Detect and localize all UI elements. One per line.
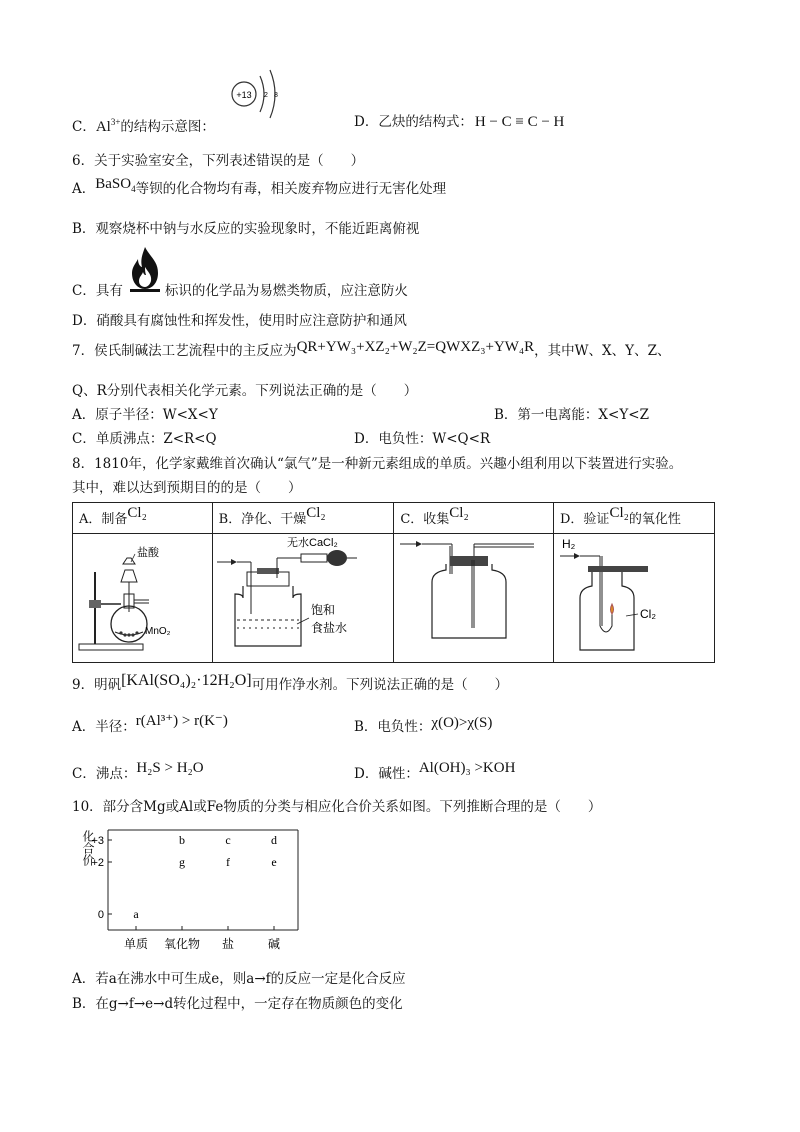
al-ion-symbol: $Al^{3+}$	[95, 117, 121, 135]
q6-option-d: D．硝酸具有腐蚀性和挥发性，使用时应注意防护和通风	[72, 313, 407, 329]
x-tick-label: 氧化物	[163, 937, 201, 951]
q8-cell-a	[73, 534, 213, 663]
q9-option-a: A．半径：r(Al³⁺) > r(K⁻)	[72, 713, 228, 735]
y-tick-label: +2	[91, 857, 104, 869]
atom-shell1-label: 2	[264, 92, 268, 99]
q9-stem: 9．明矾[KAl(SO₄)₂·12H₂O]可用作净水剂。下列说法正确的是（ ）	[72, 672, 509, 693]
q9-option-c: C．沸点：H₂S > H₂O	[72, 760, 204, 782]
q7-option-c: C．单质沸点：Z<R<Q	[72, 431, 217, 447]
hydrochloric-acid-label: 盐酸	[137, 547, 159, 559]
baso4-formula: BaSO$_4$	[95, 176, 136, 194]
cl2-inside-label: Cl₂	[640, 607, 656, 621]
alum-formula: [KAl(SO₄)₂·12H₂O]	[121, 672, 252, 689]
q9-option-d: D．碱性：Al(OH)₃ >KOH	[354, 760, 516, 782]
chart-point-b: b	[179, 833, 185, 847]
q8-header-d: D．验证Cl₂的氧化性	[554, 503, 715, 534]
q8-cell-d	[554, 534, 715, 663]
q5-option-c: C．$Al^{3+}$的结构示意图：	[72, 117, 215, 135]
purify-dry-apparatus	[213, 534, 389, 658]
valence-category-chart	[74, 826, 314, 954]
q6-option-c: C．具有 标识的化学品为易燃类物质，应注意防火	[72, 283, 408, 299]
q8-header-a: A．制备Cl₂	[73, 503, 213, 534]
q8-cell-b	[212, 534, 394, 663]
q7-stem: 7．侯氏制碱法工艺流程中的主反应为QR+YW₃+XZ₂+W₂Z=QWXZ₃+YW₄R，其中W、X、Y、Z、	[72, 339, 671, 359]
acetylene-formula: H − C ≡ C − H	[474, 114, 565, 130]
atom-structure-diagram	[228, 66, 288, 124]
y-tick-label: +3	[91, 835, 104, 847]
chart-point-c: c	[225, 833, 231, 847]
h2-label: H₂	[562, 537, 576, 551]
q6-option-b: B．观察烧杯中钠与水反应的实验现象时，不能近距离俯视	[72, 221, 420, 237]
cacl2-label: 无水CaCl₂	[286, 537, 338, 549]
chart-point-a: a	[133, 907, 139, 921]
q10-option-b: B．在g→f→e→d转化过程中，一定存在物质颜色的变化	[72, 996, 403, 1012]
q7-equation: QR+YW₃+XZ₂+W₂Z=QWXZ₃+YW₄R	[296, 339, 535, 355]
atom-nucleus-label: +13	[236, 90, 252, 100]
gas-collection-bottle	[394, 534, 548, 658]
q7-stem-line2: Q、R分别代表相关化学元素。下列说法正确的是（ ）	[72, 383, 418, 399]
x-tick-label: 盐	[221, 937, 235, 951]
q8-stem: 8．1810年，化学家戴维首次确认“氯气”是一种新元素组成的单质。兴趣小组利用以下装置进行实验。	[72, 456, 683, 472]
chlorine-generator-apparatus	[73, 534, 207, 658]
q8-apparatus-table	[72, 502, 715, 663]
q8-cell-c	[394, 534, 554, 663]
q8-header-c: C．收集Cl₂	[394, 503, 554, 534]
q6-stem: 6．关于实验室安全，下列表述错误的是（ ）	[72, 153, 365, 169]
chart-point-f: f	[226, 855, 230, 869]
q10-option-a: A．若a在沸水中可生成e，则a→f的反应一定是化合反应	[72, 971, 406, 987]
brine-label-1: 饱和	[310, 603, 335, 617]
y-axis-label: 化合价	[81, 830, 95, 866]
chart-point-e: e	[271, 855, 277, 869]
q7-option-b: B．第一电离能：X<Y<Z	[494, 407, 649, 423]
q8-header-b: B．净化、干燥Cl₂	[212, 503, 394, 534]
q7-option-a: A．原子半径：W<X<Y	[72, 407, 218, 423]
chart-point-d: d	[271, 833, 277, 847]
atom-shell2-label: 8	[274, 92, 278, 99]
hydrogen-burning-in-chlorine-apparatus	[554, 534, 714, 658]
q8-stem-line2: 其中，难以达到预期目的的是（ ）	[72, 480, 302, 496]
x-tick-label: 单质	[123, 937, 149, 951]
chart-point-g: g	[179, 855, 185, 869]
y-tick-label: 0	[97, 909, 104, 921]
q7-option-d: D．电负性：W<Q<R	[354, 431, 491, 447]
mno2-label: MnO₂	[145, 626, 171, 637]
brine-label-2: 食盐水	[310, 621, 347, 635]
q9-option-b: B．电负性：χ(O)>χ(S)	[354, 715, 493, 735]
q10-stem: 10．部分含Mg或Al或Fe物质的分类与相应化合价关系如图。下列推断合理的是（ ）	[72, 799, 602, 815]
x-tick-label: 碱	[267, 937, 281, 951]
q6-option-a: A．BaSO$_4$等钡的化合物均有毒，相关废弃物应进行无害化处理	[72, 176, 447, 197]
q5-option-d: D．乙炔的结构式： H − C ≡ C − H	[354, 114, 565, 130]
flammable-hazard-icon	[124, 245, 166, 293]
